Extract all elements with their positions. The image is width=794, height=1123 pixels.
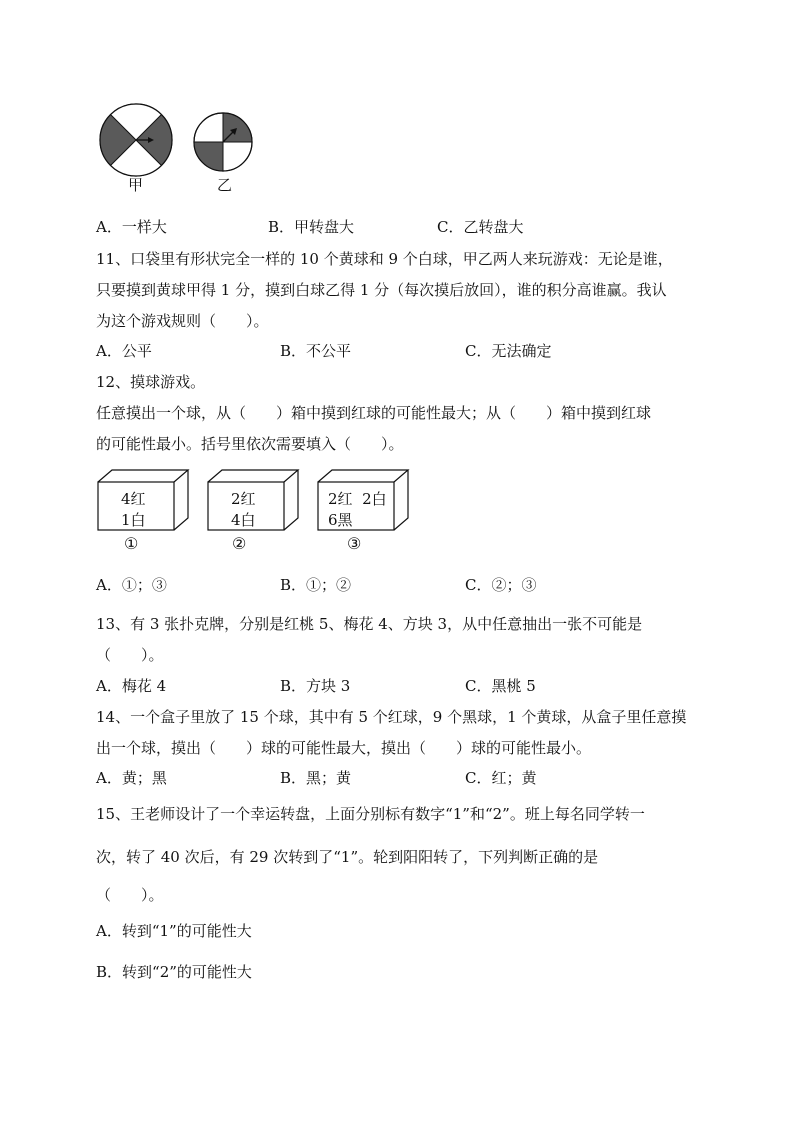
q10-option-c: C．乙转盘大 — [437, 218, 524, 236]
q13-option-c: C．黑桃 5 — [465, 677, 536, 695]
q14-line-1: 14、一个盒子里放了 15 个球，其中有 5 个红球，9 个黑球，1 个黄球，从盒子里任意摸 — [96, 708, 687, 726]
q12-option-b: B．①；② — [280, 576, 352, 594]
q13-line-1: 13、有 3 张扑克牌，分别是红桃 5、梅花 4、方块 3，从中任意抽出一张不可能是 — [96, 615, 643, 633]
q15-line-1: 15、王老师设计了一个幸运转盘，上面分别标有数字“1”和“2”。班上每名同学转一 — [96, 805, 645, 823]
q11-line-2: 只要摸到黄球甲得 1 分，摸到白球乙得 1 分（每次摸后放回），谁的积分高谁赢。我认 — [96, 281, 667, 299]
box-2-line-2: 4白 — [231, 511, 256, 529]
q12-option-c: C．②；③ — [465, 576, 537, 594]
q11-line-1: 11、口袋里有形状完全一样的 10 个黄球和 9 个白球，甲乙两人来玩游戏：无论是谁， — [96, 250, 673, 268]
q12-title: 12、摸球游戏。 — [96, 373, 206, 391]
q11-line-3: 为这个游戏规则（ ）。 — [96, 312, 269, 330]
spinner-label-jia: 甲 — [128, 176, 144, 194]
q11-option-a: A．公平 — [96, 342, 152, 360]
q14-option-a: A．黄；黑 — [96, 769, 167, 787]
box-1-label: ① — [124, 534, 139, 553]
q13-line-2: （ ）。 — [96, 646, 164, 664]
spinner-label-yi: 乙 — [217, 176, 233, 194]
q14-option-b: B．黑；黄 — [280, 769, 352, 787]
q10-option-a: A．一样大 — [96, 218, 167, 236]
q15-line-2: 次，转了 40 次后，有 29 次转到了“1”。轮到阳阳转了，下列判断正确的是 — [96, 848, 599, 866]
box-2-line-1: 2红 — [231, 490, 256, 508]
box-3-line-1: 2红 2白 — [328, 490, 387, 508]
box-3-label: ③ — [347, 534, 362, 553]
spinner-jia — [100, 104, 172, 176]
q10-option-b: B．甲转盘大 — [268, 218, 355, 236]
q15-option-a: A．转到“1”的可能性大 — [96, 922, 252, 940]
box-2-label: ② — [232, 534, 247, 553]
box-1-line-2: 1白 — [121, 511, 146, 529]
q12-option-a: A．①；③ — [96, 576, 167, 594]
q11-option-b: B．不公平 — [280, 342, 352, 360]
q14-line-2: 出一个球，摸出（ ）球的可能性最大，摸出（ ）球的可能性最小。 — [96, 739, 592, 757]
q12-line-2: 的可能性最小。括号里依次需要填入（ ）。 — [96, 435, 404, 453]
q11-option-c: C．无法确定 — [465, 342, 552, 360]
box-3-line-2: 6黑 — [328, 511, 353, 529]
spinner-figure — [90, 100, 270, 200]
q15-line-3: （ ）。 — [96, 886, 164, 904]
q13-option-b: B．方块 3 — [280, 677, 351, 695]
q12-line-1: 任意摸出一个球，从（ ）箱中摸到红球的可能性最大；从（ ）箱中摸到红球 — [96, 404, 652, 422]
box-1-line-1: 4红 — [121, 490, 146, 508]
q15-option-b: B．转到“2”的可能性大 — [96, 963, 252, 981]
q14-option-c: C．红；黄 — [465, 769, 537, 787]
q13-option-a: A．梅花 4 — [96, 677, 167, 695]
spinner-yi — [194, 113, 252, 171]
